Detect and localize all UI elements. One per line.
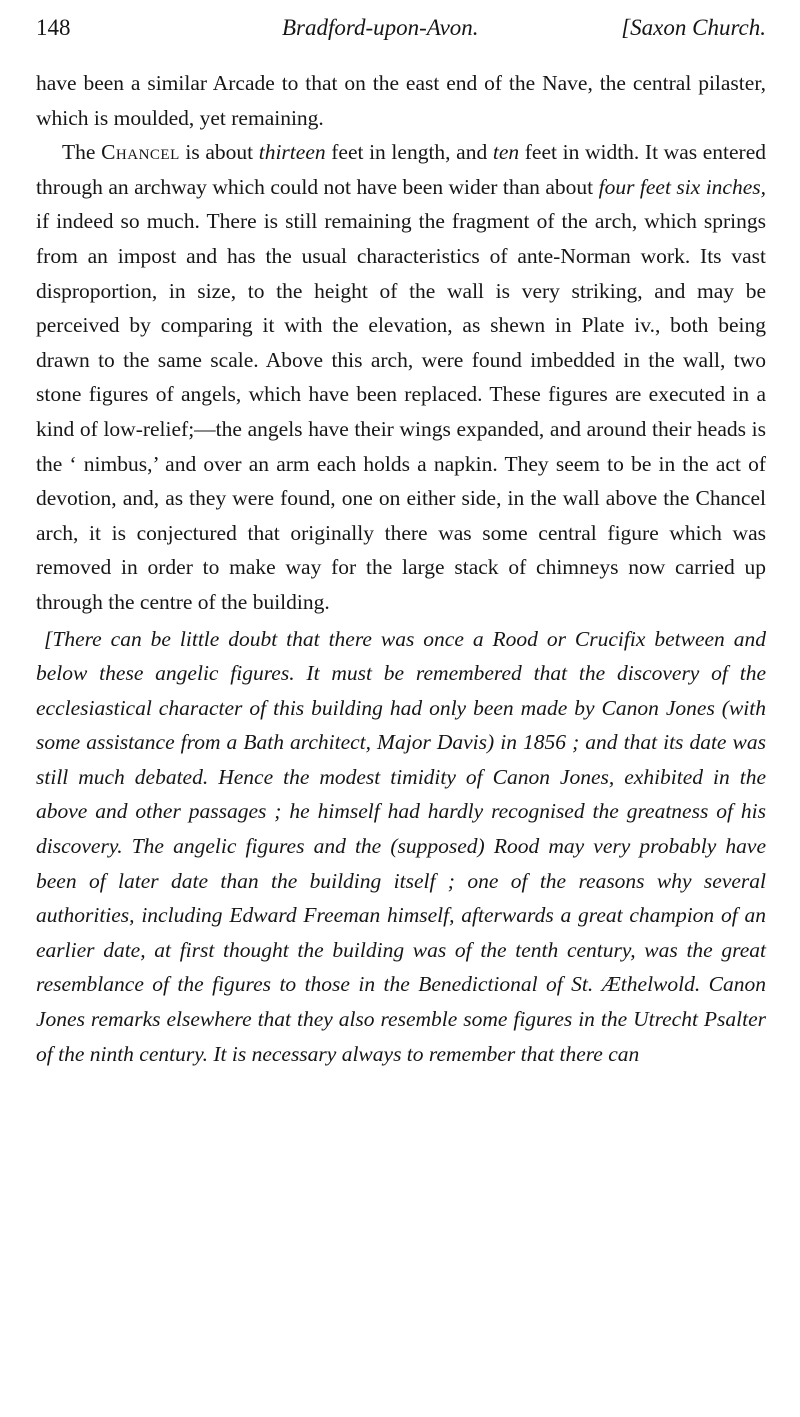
emphasis-thirteen: thirteen bbox=[258, 140, 326, 165]
chancel-heading: Chancel bbox=[101, 140, 180, 165]
paragraph-chancel bbox=[36, 135, 766, 619]
emphasis-dimensions: four feet six inches, bbox=[598, 174, 766, 199]
text-run: feet in length, and bbox=[325, 140, 493, 165]
section-title: [Saxon Church. bbox=[621, 15, 766, 40]
emphasis-ten: ten bbox=[492, 140, 520, 165]
paragraph-continuation: have been a similar Arcade to that on the east end of the Nave, the central pilaster, which is moulded, yet remaining. bbox=[36, 71, 766, 130]
running-title: Bradford-upon-Avon. bbox=[282, 15, 479, 40]
text-run: if indeed so much. There is still remaining the fragment of the arch, which springs from an impost and has the usual characteristics of ante-Norman work. Its vast disproportion, in size, to the height of the wall is very striking, and may be perceived by comparing it with the elevation, as shewn in Plate iv., both being drawn to the same scale. Above this arch, were found imbedded in the wall, two stone figures of angels, which have been replaced. These figures are executed in a kind of low-relief;—the angels have their wings expanded, and around their heads is the ‘ nimbus,’ and over an arm each holds a napkin. They seem to be in the act of devotion, and, as they were found, one on either side, in the wall above the Chancel arch, it is conjectured that originally there was some central figure which was removed in order to make way for the large stack of chimneys now carried up through the centre of the building. bbox=[36, 209, 766, 614]
text-run: is about bbox=[179, 140, 259, 165]
text-run: feet in width. It was entered through an archway which could not have been wider than about bbox=[36, 140, 767, 199]
text-run: The bbox=[62, 140, 102, 165]
body-text bbox=[36, 66, 766, 1071]
running-header bbox=[36, 10, 766, 46]
page-number: 148 bbox=[36, 15, 71, 40]
editorial-note: [There can be little doubt that there was once a Rood or Crucifix between and below these angelic figures. It must be remembered that the discovery of the ecclesiastical character of this building had only been made by Canon Jones (with some assistance from a Bath architect, Major Davis) in 1856 ; and that its date was still much debated. Hence the modest timidity of Canon Jones, exhibited in the above and other passages ; he himself had hardly recognised the greatness of his discovery. The angelic figures and the (supposed) Rood may very probably have been of later date than the building itself ; one of the reasons why several authorities, including Edward Freeman himself, afterwards a great champion of an earlier date, at first thought the building was of the tenth century, was the great resemblance of the figures to those in the Benedictional of St. Æthelwold. Canon Jones remarks elsewhere that they also resemble some figures in the Utrecht Psalter of the ninth century. It is necessary always to remember that there can bbox=[36, 626, 766, 1066]
